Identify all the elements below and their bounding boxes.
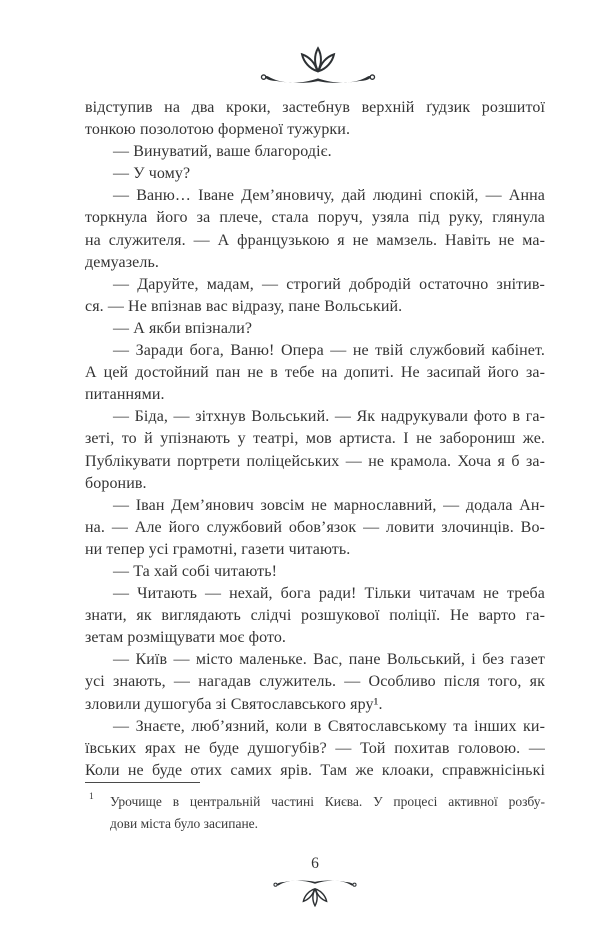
page-number: 6 — [311, 855, 319, 872]
body-text-line: боронив. — [85, 474, 147, 492]
body-text-line: зловили душогуба зі Святославського яру¹. — [85, 695, 383, 713]
body-text-line: — Біда, — зітхнув Вольський. — Як надрукували фото в га- — [113, 408, 545, 426]
body-text — [85, 97, 545, 782]
footnote — [85, 782, 545, 834]
body-text-line: — У чому? — [113, 165, 191, 183]
body-text-line: знати, як виглядають слідчі розшукової поліції. Не варто га- — [85, 607, 545, 625]
footnote-separator — [85, 782, 200, 783]
body-text-line: питаннями. — [85, 386, 165, 404]
body-text-line: Коли не буде отих самих ярів. Там же клоаки, справжнісінькі — [85, 761, 545, 779]
body-text-line: — Заради бога, Ваню! Опера — не твій службовий кабінет. — [113, 342, 545, 360]
body-text-line: — Знаєте, люб’язний, коли в Святославському та інших ки- — [113, 717, 545, 735]
footnote-line: 1 Урочище в центральній частині Києва. У процесі активної розбу- — [89, 792, 545, 809]
body-text-line: — Київ — місто маленьке. Вас, пане Вольський, і без газет — [113, 651, 545, 669]
body-text-line: — А якби впізнали? — [113, 319, 253, 337]
body-text-line: на служителя. — А французькою я не мамзель. Навіть не ма- — [85, 231, 545, 249]
body-text-line: — Винуватий, ваше благородіє. — [113, 143, 332, 161]
body-text-line: ни тепер усі грамотні, газети читають. — [85, 540, 351, 558]
bottom-flourish-ornament-icon — [269, 874, 361, 908]
body-text-line: відступив на два кроки, застебнув верхній ґудзик розшитої — [85, 99, 545, 116]
body-text-line: — Іван Дем’янович зовсім не марнославний, — додала Ан- — [113, 496, 545, 514]
body-text-line: Публікувати портрети поліцейських — не крамола. Хоча я б за- — [85, 452, 545, 470]
footnote-line: дови міста було засипане. — [110, 815, 259, 831]
body-text-line: — Даруйте, мадам, — строгий добродій остаточно знітив- — [113, 275, 545, 293]
body-text-line: — Та хай собі читають! — [113, 562, 278, 580]
body-text-line: А цей достойний пан не в тебе на допиті. Не засипай його за- — [85, 364, 545, 382]
body-text-line: на. — Але його службовий обов’язок — ловити злочинців. Во- — [85, 518, 545, 536]
body-text-line: тонкою позолотою форменої тужурки. — [85, 121, 351, 139]
body-text-line: торкнула його за плече, стала поруч, узяла під руку, глянула — [85, 209, 545, 227]
body-text-line: ся. — Не впізнав вас відразу, пане Вольський. — [85, 297, 403, 315]
footnote-text — [85, 791, 545, 834]
top-flourish-ornament-icon — [255, 45, 381, 92]
body-text-line: ївських ярах не буде душогубів? — Той похитав головою. — — [85, 739, 545, 757]
body-text-line: зеті, то й упізнають у театрі, мов артиста. І не заборониш же. — [85, 430, 545, 448]
body-text-line: — Ваню… Іване Дем’яновичу, дай людині спокій, — Анна — [113, 187, 545, 205]
body-text-line: усі знають, — нагадав служитель. — Особливо після того, як — [85, 673, 545, 691]
body-text-line: демуазель. — [85, 253, 159, 271]
body-text-line: — Читають — нехай, бога ради! Тільки читачам не треба — [113, 585, 545, 603]
body-text-line: зетам розміщувати моє фото. — [85, 629, 287, 647]
footnote-marker: 1 — [89, 792, 94, 802]
